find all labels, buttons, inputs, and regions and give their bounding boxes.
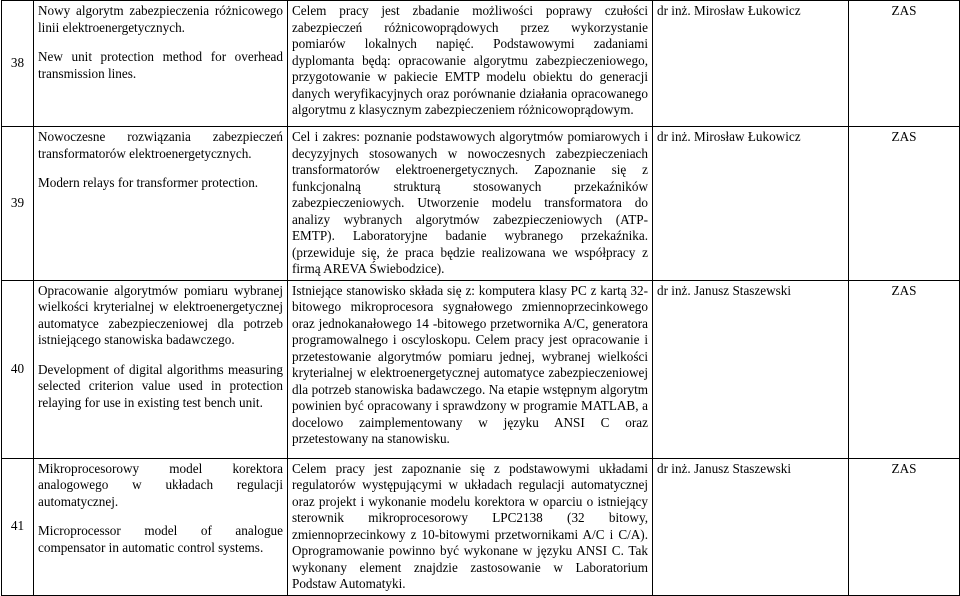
topic-description: Celem pracy jest zapoznanie się z podstawowymi układami regulatorów występującymi w układach regulacji automatycznej oraz projekt i wykonanie modelu korektora w oparciu o istniejący sterownik mikroprocesorowy LPC2138 (32 bitowy, zmiennoprzecinkowy z 10-bitowymi przetwornikami A/C i C/A). Oprogramowanie powinno być wykonane w języku ANSI C. Tak wykonany element znajdzie zastosowanie w Laboratorium Podstaw Automatyki. bbox=[288, 458, 653, 595]
topic-cell bbox=[34, 127, 288, 281]
supervisor-name: dr inż. Mirosław Łukowicz bbox=[653, 127, 849, 281]
topic-title-polish: Mikroprocesorowy model korektora analogowego w układach regulacji automatycznej. bbox=[38, 460, 283, 509]
unit-code: ZAS bbox=[849, 127, 960, 281]
topic-description: Cel i zakres: poznanie podstawowych algorytmów pomiarowych i decyzyjnych stosowanych w nowoczesnych zabezpieczeniach transformatorów elektroenergetycznych. Zapoznanie się z funkcjonalną strukturą stosowanych przekaźników zabezpieczeniowych. Utworzenie modelu transformatora do analizy wybranych algorytmów zabezpieczeniowych (ATP-EMTP). Laboratoryjne badanie wybranego przekaźnika. (przewiduje się, że praca będzie realizowana we współpracy z firmą AREVA Świebodzice). bbox=[288, 127, 653, 281]
topic-title-english: New unit protection method for overhead transmission lines. bbox=[38, 49, 283, 81]
topic-cell bbox=[34, 280, 288, 458]
topic-title-polish: Nowoczesne rozwiązania zabezpieczeń transformatorów elektroenergetycznych. bbox=[38, 129, 283, 161]
topic-title-polish: Opracowanie algorytmów pomiaru wybranej wielkości kryterialnej w elektroenergetycznej automatyce zabezpieczeniowej dla potrzeb istniejącego stanowiska badawczego. bbox=[38, 282, 283, 347]
row-number: 38 bbox=[2, 1, 34, 127]
supervisor-name: dr inż. Mirosław Łukowicz bbox=[653, 1, 849, 127]
table-row bbox=[2, 127, 960, 281]
table-row bbox=[2, 280, 960, 458]
row-number: 41 bbox=[2, 458, 34, 595]
thesis-topics-table bbox=[1, 0, 960, 596]
topic-title-polish: Nowy algorytm zabezpieczenia różnicowego linii elektroenergetycznych. bbox=[38, 3, 283, 35]
row-number: 39 bbox=[2, 127, 34, 281]
topic-title-english: Development of digital algorithms measuring selected criterion value used in protection relaying for use in existing test bench unit. bbox=[38, 361, 283, 410]
topic-cell bbox=[34, 1, 288, 127]
supervisor-name: dr inż. Janusz Staszewski bbox=[653, 458, 849, 595]
unit-code: ZAS bbox=[849, 280, 960, 458]
topic-title-english: Microprocessor model of analogue compensator in automatic control systems. bbox=[38, 523, 283, 555]
unit-code: ZAS bbox=[849, 458, 960, 595]
topic-description: Istniejące stanowisko składa się z: komputera klasy PC z kartą 32-bitowego mikroprocesora sygnałowego zmiennoprzecinkowego oraz jednokanałowego 14 -bitowego przetwornika A/C, generatora programowalnego i oscyloskopu. Celem pracy jest opracowanie i przetestowanie algorytmów pomiaru jednej, wybranej wielkości kryterialnej w elektroenergetycznej automatyce zabezpieczeniowej dla potrzeb stanowiska badawczego. Na etapie wstępnym algorytm powinien być opracowany i sprawdzony w programie MATLAB, a docelowo zaimplementowany w języku ANSI C oraz przetestowany na stanowisku. bbox=[288, 280, 653, 458]
topic-description: Celem pracy jest zbadanie możliwości poprawy czułości zabezpieczeń różnicowoprądowych przez wykorzystanie pomiarów lokalnych napięć. Podstawowymi zadaniami dyplomanta będą: opracowanie algorytmu zabezpieczeniowego, przygotowanie w pakiecie EMTP modelu obiektu do generacji danych weryfikacyjnych oraz porównanie działania opracowanego algorytmu z klasycznym zabezpieczeniem różnicowoprądowym. bbox=[288, 1, 653, 127]
table-row bbox=[2, 458, 960, 595]
topic-cell bbox=[34, 458, 288, 595]
supervisor-name: dr inż. Janusz Staszewski bbox=[653, 280, 849, 458]
row-number: 40 bbox=[2, 280, 34, 458]
table-row bbox=[2, 1, 960, 127]
topic-title-english: Modern relays for transformer protection. bbox=[38, 175, 259, 190]
unit-code: ZAS bbox=[849, 1, 960, 127]
